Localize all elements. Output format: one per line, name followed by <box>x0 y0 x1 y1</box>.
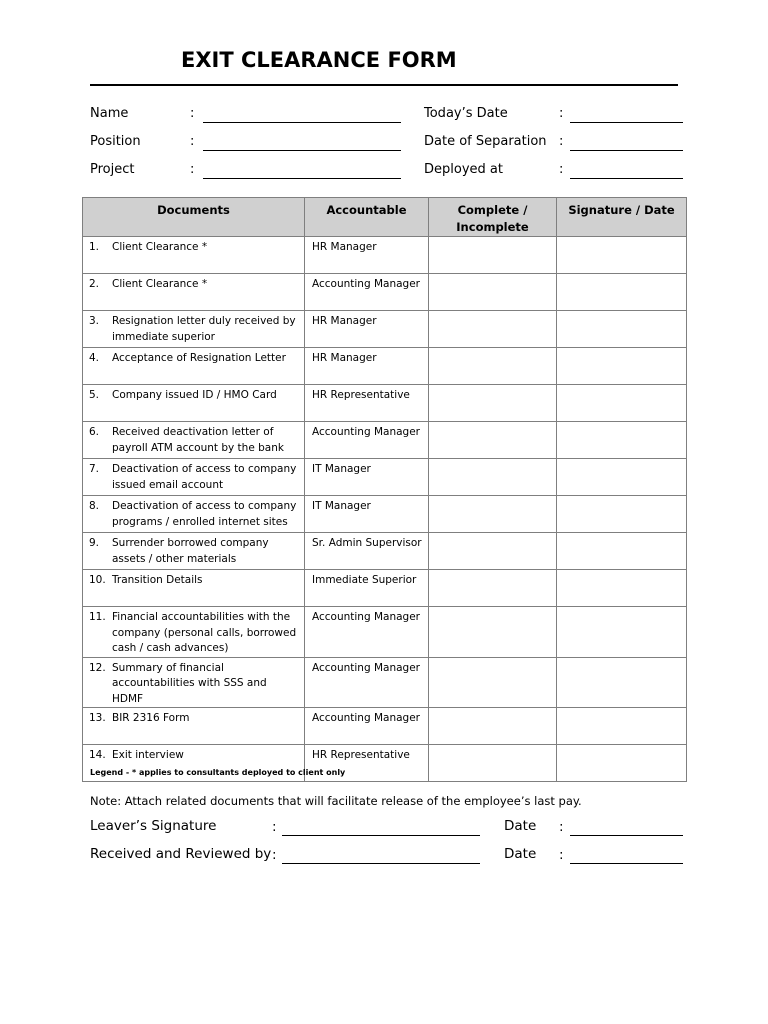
complete-incomplete-cell[interactable] <box>429 657 557 708</box>
legend-text: Legend - * applies to consultants deployed to client only <box>90 768 346 777</box>
table-row <box>83 570 687 607</box>
document-name: Client Clearance * <box>112 278 208 290</box>
document-number: 8. <box>89 500 100 512</box>
signature-date-cell[interactable] <box>557 311 687 348</box>
document-name: BIR 2316 Form <box>112 712 190 724</box>
document-cell <box>83 385 305 422</box>
signature-date-cell[interactable] <box>557 496 687 533</box>
complete-incomplete-cell[interactable] <box>429 348 557 385</box>
note-text: Note: Attach related documents that will facilitate release of the employee’s last pay. <box>90 794 582 808</box>
document-number: 1. <box>89 241 100 253</box>
todays-date-field[interactable] <box>570 122 683 123</box>
project-label: Project <box>90 162 135 177</box>
document-number: 7. <box>89 463 100 475</box>
accountable-cell: Accounting Manager <box>305 708 429 745</box>
document-number: 13. <box>89 712 106 724</box>
document-number: 14. <box>89 749 106 761</box>
accountable-cell: HR Representative <box>305 385 429 422</box>
document-cell <box>83 607 305 658</box>
complete-incomplete-cell[interactable] <box>429 745 557 782</box>
complete-incomplete-cell[interactable] <box>429 496 557 533</box>
clearance-table <box>82 197 687 782</box>
todays-date-label: Today’s Date <box>424 106 508 121</box>
table-row <box>83 274 687 311</box>
document-cell <box>83 496 305 533</box>
table-row <box>83 657 687 708</box>
accountable-cell: Sr. Admin Supervisor <box>305 533 429 570</box>
document-name: Company issued ID / HMO Card <box>112 389 277 401</box>
table-body <box>83 237 687 782</box>
header-accountable: Accountable <box>305 198 429 237</box>
signature-date-cell[interactable] <box>557 237 687 274</box>
table-row <box>83 607 687 658</box>
project-colon: : <box>190 162 195 177</box>
date-of-separation-field[interactable] <box>570 150 683 151</box>
signature-date-cell[interactable] <box>557 657 687 708</box>
header-signature-date: Signature / Date <box>557 198 687 237</box>
complete-incomplete-cell[interactable] <box>429 570 557 607</box>
name-label: Name <box>90 106 129 121</box>
signature-date-cell[interactable] <box>557 570 687 607</box>
document-number: 9. <box>89 537 100 549</box>
leavers-date-field[interactable] <box>570 835 683 836</box>
document-number: 2. <box>89 278 100 290</box>
title-underline <box>90 84 678 86</box>
signature-date-cell[interactable] <box>557 385 687 422</box>
document-cell <box>83 274 305 311</box>
document-name: Acceptance of Resignation Letter <box>112 352 286 364</box>
name-field[interactable] <box>203 122 401 123</box>
table-row <box>83 496 687 533</box>
document-name: Transition Details <box>112 574 203 586</box>
complete-incomplete-cell[interactable] <box>429 274 557 311</box>
document-name: Received deactivation letter of payroll ATM account by the bank <box>112 426 284 454</box>
document-cell <box>83 533 305 570</box>
received-reviewed-field[interactable] <box>282 863 480 864</box>
signature-date-cell[interactable] <box>557 459 687 496</box>
document-name: Summary of financial accountabilities with SSS and HDMF <box>112 661 267 705</box>
complete-incomplete-cell[interactable] <box>429 385 557 422</box>
signature-date-cell[interactable] <box>557 422 687 459</box>
signature-date-cell[interactable] <box>557 533 687 570</box>
document-number: 11. <box>89 611 106 623</box>
accountable-cell: HR Manager <box>305 348 429 385</box>
document-cell <box>83 348 305 385</box>
leavers-signature-label: Leaver’s Signature <box>90 818 217 834</box>
document-number: 6. <box>89 426 100 438</box>
accountable-cell: Accounting Manager <box>305 274 429 311</box>
table-row <box>83 237 687 274</box>
document-cell <box>83 459 305 496</box>
header-documents: Documents <box>83 198 305 237</box>
accountable-cell: IT Manager <box>305 496 429 533</box>
signature-date-cell[interactable] <box>557 348 687 385</box>
leavers-date-label: Date <box>504 818 537 834</box>
complete-incomplete-cell[interactable] <box>429 459 557 496</box>
document-number: 3. <box>89 315 100 327</box>
form-title: EXIT CLEARANCE FORM <box>181 48 457 72</box>
complete-incomplete-cell[interactable] <box>429 237 557 274</box>
complete-incomplete-cell[interactable] <box>429 533 557 570</box>
reviewed-date-colon: : <box>559 847 564 863</box>
signature-date-cell[interactable] <box>557 274 687 311</box>
document-name: Client Clearance * <box>112 241 208 253</box>
document-cell <box>83 570 305 607</box>
deployed-at-field[interactable] <box>570 178 683 179</box>
document-number: 4. <box>89 352 100 364</box>
document-cell <box>83 311 305 348</box>
leavers-signature-field[interactable] <box>282 835 480 836</box>
accountable-cell: IT Manager <box>305 459 429 496</box>
received-reviewed-colon: : <box>272 847 277 863</box>
table-row <box>83 348 687 385</box>
leavers-date-colon: : <box>559 819 564 835</box>
signature-date-cell[interactable] <box>557 607 687 658</box>
document-name: Resignation letter duly received by immediate superior <box>112 315 296 343</box>
table-row <box>83 385 687 422</box>
document-number: 12. <box>89 661 106 674</box>
accountable-cell: Accounting Manager <box>305 657 429 708</box>
complete-incomplete-cell[interactable] <box>429 708 557 745</box>
project-field[interactable] <box>203 178 401 179</box>
document-name: Deactivation of access to company programs / enrolled internet sites <box>112 500 297 528</box>
accountable-cell: HR Manager <box>305 237 429 274</box>
document-name: Surrender borrowed company assets / other materials <box>112 537 269 565</box>
document-name: Exit interview <box>112 749 184 761</box>
date-of-separation-colon: : <box>559 134 564 149</box>
document-number: 10. <box>89 574 106 586</box>
document-cell <box>83 237 305 274</box>
document-cell <box>83 657 305 708</box>
signature-date-cell[interactable] <box>557 745 687 782</box>
accountable-cell: Accounting Manager <box>305 607 429 658</box>
document-name: Financial accountabilities with the company (personal calls, borrowed cash / cash advances) <box>112 611 297 654</box>
reviewed-date-field[interactable] <box>570 863 683 864</box>
deployed-at-colon: : <box>559 162 564 177</box>
reviewed-date-label: Date <box>504 846 537 862</box>
signature-date-cell[interactable] <box>557 708 687 745</box>
document-number: 5. <box>89 389 100 401</box>
position-colon: : <box>190 134 195 149</box>
complete-incomplete-cell[interactable] <box>429 422 557 459</box>
table-row <box>83 533 687 570</box>
table-row <box>83 459 687 496</box>
table-row <box>83 311 687 348</box>
header-complete-incomplete: Complete / Incomplete <box>429 198 557 237</box>
leavers-signature-colon: : <box>272 819 277 835</box>
accountable-cell: HR Representative <box>305 745 429 782</box>
position-field[interactable] <box>203 150 401 151</box>
date-of-separation-label: Date of Separation <box>424 134 547 149</box>
table-row <box>83 422 687 459</box>
document-cell <box>83 422 305 459</box>
document-cell <box>83 708 305 745</box>
position-label: Position <box>90 134 141 149</box>
name-colon: : <box>190 106 195 121</box>
deployed-at-label: Deployed at <box>424 162 503 177</box>
accountable-cell: HR Manager <box>305 311 429 348</box>
table-row <box>83 708 687 745</box>
document-name: Deactivation of access to company issued email account <box>112 463 297 491</box>
table-header-row <box>83 198 687 237</box>
complete-incomplete-cell[interactable] <box>429 607 557 658</box>
complete-incomplete-cell[interactable] <box>429 311 557 348</box>
accountable-cell: Immediate Superior <box>305 570 429 607</box>
accountable-cell: Accounting Manager <box>305 422 429 459</box>
received-reviewed-label: Received and Reviewed by <box>90 846 272 862</box>
todays-date-colon: : <box>559 106 564 121</box>
